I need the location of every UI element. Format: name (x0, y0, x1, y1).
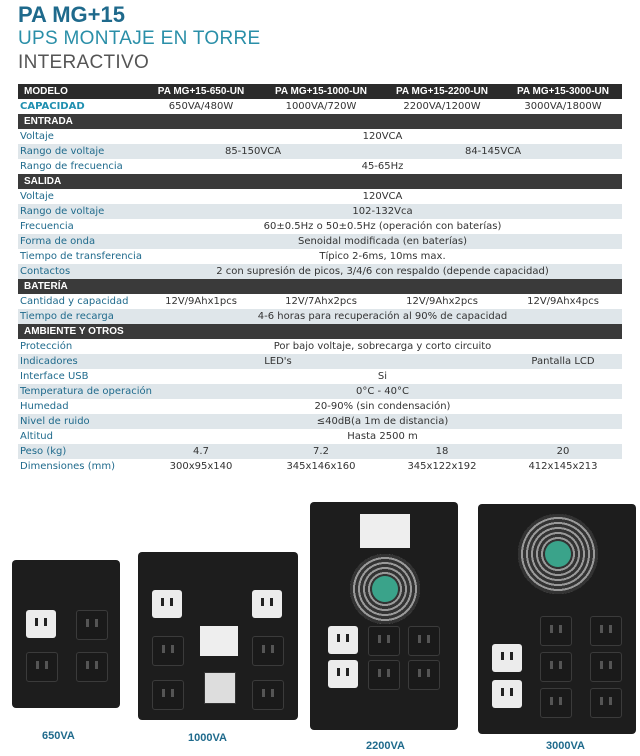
product-title: PA MG+15 (18, 2, 125, 27)
row-value: Por bajo voltaje, sobrecarga y corto circuito (273, 341, 492, 352)
outlet-icon (328, 626, 358, 654)
outlet-icon (152, 636, 184, 666)
spec-row (18, 429, 622, 444)
row-value: 18 (435, 446, 449, 457)
outlet-icon (540, 688, 572, 718)
sticker-image (360, 514, 410, 548)
outlet-icon (408, 626, 440, 656)
spec-row (18, 189, 622, 204)
ups-3000-image (478, 504, 636, 734)
spec-row (18, 309, 622, 324)
spec-row (18, 399, 622, 414)
row-label: Frecuencia (20, 221, 74, 232)
model-header-row (18, 84, 622, 99)
capacidad-2200: 2200VA/1200W (403, 101, 481, 112)
row-value: 12V/9Ahx1pcs (165, 296, 237, 307)
section-salida (18, 174, 622, 189)
row-value: 102-132Vca (352, 206, 413, 217)
model-1000: PA MG+15-1000-UN (275, 86, 367, 97)
model-650: PA MG+15-650-UN (157, 86, 245, 97)
row-label: Interface USB (20, 371, 89, 382)
outlet-icon (252, 636, 284, 666)
ups-2200-image (310, 502, 458, 730)
row-label: Tiempo de recarga (20, 311, 114, 322)
spec-row (18, 384, 622, 399)
row-label: Humedad (20, 401, 69, 412)
row-value: 84-145VCA (464, 146, 522, 157)
spec-row (18, 234, 622, 249)
spec-row (18, 414, 622, 429)
outlet-icon (26, 652, 58, 682)
outlet-icon (590, 652, 622, 682)
outlet-icon (152, 680, 184, 710)
row-label: Nivel de ruido (20, 416, 90, 427)
section-entrada (18, 114, 622, 129)
outlet-icon (328, 660, 358, 688)
outlet-icon (492, 680, 522, 708)
row-value: Hasta 2500 m (347, 431, 418, 442)
row-value: 120VCA (362, 131, 403, 142)
section-title: ENTRADA (24, 116, 73, 127)
fan-icon (350, 554, 420, 624)
outlet-icon (76, 610, 108, 640)
outlet-icon (590, 688, 622, 718)
row-value: 0°C - 40°C (355, 386, 410, 397)
section-ambiente (18, 324, 622, 339)
section-title: BATERÍA (24, 281, 68, 292)
outlet-icon (152, 590, 182, 618)
row-value: 4.7 (193, 446, 209, 457)
spec-row (18, 264, 622, 279)
row-value: 20 (556, 446, 570, 457)
spec-row (18, 249, 622, 264)
row-label: Peso (kg) (20, 446, 67, 457)
capacidad-row (18, 99, 622, 114)
section-title: SALIDA (24, 176, 62, 187)
row-value: 345x146x160 (286, 461, 356, 472)
capacidad-1000: 1000VA/720W (285, 101, 357, 112)
row-label: Forma de onda (20, 236, 96, 247)
outlet-icon (26, 610, 56, 638)
row-label: Dimensiones (mm) (20, 461, 115, 472)
row-value: 120VCA (362, 191, 403, 202)
product-subtitle: UPS MONTAJE EN TORRE (18, 28, 261, 49)
row-value: 345x122x192 (407, 461, 477, 472)
row-label: Protección (20, 341, 73, 352)
capacidad-label: CAPACIDAD (20, 101, 85, 112)
row-label: Cantidad y capacidad (20, 296, 129, 307)
row-value: Si (377, 371, 388, 382)
model-2200: PA MG+15-2200-UN (396, 86, 488, 97)
ups-2200-label: 2200VA (366, 740, 405, 752)
spec-table (18, 84, 622, 474)
capacidad-650: 650VA/480W (168, 101, 234, 112)
row-value: ≤40dB(a 1m de distancia) (316, 416, 449, 427)
row-value: 300x95x140 (169, 461, 233, 472)
modelo-label: MODELO (24, 86, 68, 97)
outlet-icon (252, 680, 284, 710)
spec-row (18, 339, 622, 354)
row-value: LED's (264, 356, 292, 367)
row-value: 4-6 horas para recuperación al 90% de capacidad (257, 311, 508, 322)
row-label: Rango de voltaje (20, 206, 105, 217)
row-label: Temperatura de operación (20, 386, 152, 397)
outlet-icon (590, 616, 622, 646)
model-3000: PA MG+15-3000-UN (517, 86, 609, 97)
power-inlet (204, 672, 236, 704)
outlet-icon (252, 590, 282, 618)
row-value: Típico 2-6ms, 10ms max. (319, 251, 446, 262)
section-title: AMBIENTE Y OTROS (24, 326, 124, 337)
section-bateria (18, 279, 622, 294)
capacidad-3000: 3000VA/1800W (524, 101, 602, 112)
spec-row (18, 219, 622, 234)
row-label: Voltaje (20, 131, 54, 142)
row-value: 12V/7Ahx2pcs (285, 296, 357, 307)
outlet-icon (492, 644, 522, 672)
row-label: Tiempo de transferencia (20, 251, 142, 262)
ups-3000-label: 3000VA (546, 740, 585, 752)
spec-row (18, 144, 622, 159)
spec-row (18, 369, 622, 384)
row-value: Pantalla LCD (531, 356, 595, 367)
row-label: Contactos (20, 266, 71, 277)
spec-row (18, 459, 622, 474)
row-label: Indicadores (20, 356, 78, 367)
spec-row (18, 204, 622, 219)
outlet-icon (540, 652, 572, 682)
row-label: Rango de frecuencia (20, 161, 123, 172)
outlet-icon (368, 660, 400, 690)
row-value: 45-65Hz (361, 161, 404, 172)
ups-1000-label: 1000VA (188, 732, 227, 744)
row-value: 85-150VCA (224, 146, 282, 157)
row-value: 2 con supresión de picos, 3/4/6 con respaldo (depende capacidad) (216, 266, 549, 277)
row-value: 7.2 (313, 446, 329, 457)
ups-1000-image (138, 552, 298, 720)
spec-row (18, 354, 622, 369)
row-value: 12V/9Ahx2pcs (406, 296, 478, 307)
row-label: Altitud (20, 431, 53, 442)
fan-icon (518, 514, 598, 594)
row-value: 412x145x213 (528, 461, 598, 472)
row-label: Voltaje (20, 191, 54, 202)
spec-row (18, 129, 622, 144)
spec-row (18, 159, 622, 174)
outlet-icon (540, 616, 572, 646)
row-value: 20-90% (sin condensación) (314, 401, 451, 412)
row-value: Senoidal modificada (en baterías) (298, 236, 467, 247)
outlet-icon (408, 660, 440, 690)
ups-650-image (12, 560, 120, 708)
row-label: Rango de voltaje (20, 146, 105, 157)
ups-650-label: 650VA (42, 730, 75, 742)
row-value: 60±0.5Hz o 50±0.5Hz (operación con baterías) (263, 221, 502, 232)
product-type: INTERACTIVO (18, 52, 150, 73)
sticker-image (200, 626, 238, 656)
outlet-icon (76, 652, 108, 682)
spec-row (18, 294, 622, 309)
outlet-icon (368, 626, 400, 656)
row-value: 12V/9Ahx4pcs (527, 296, 599, 307)
spec-row (18, 444, 622, 459)
